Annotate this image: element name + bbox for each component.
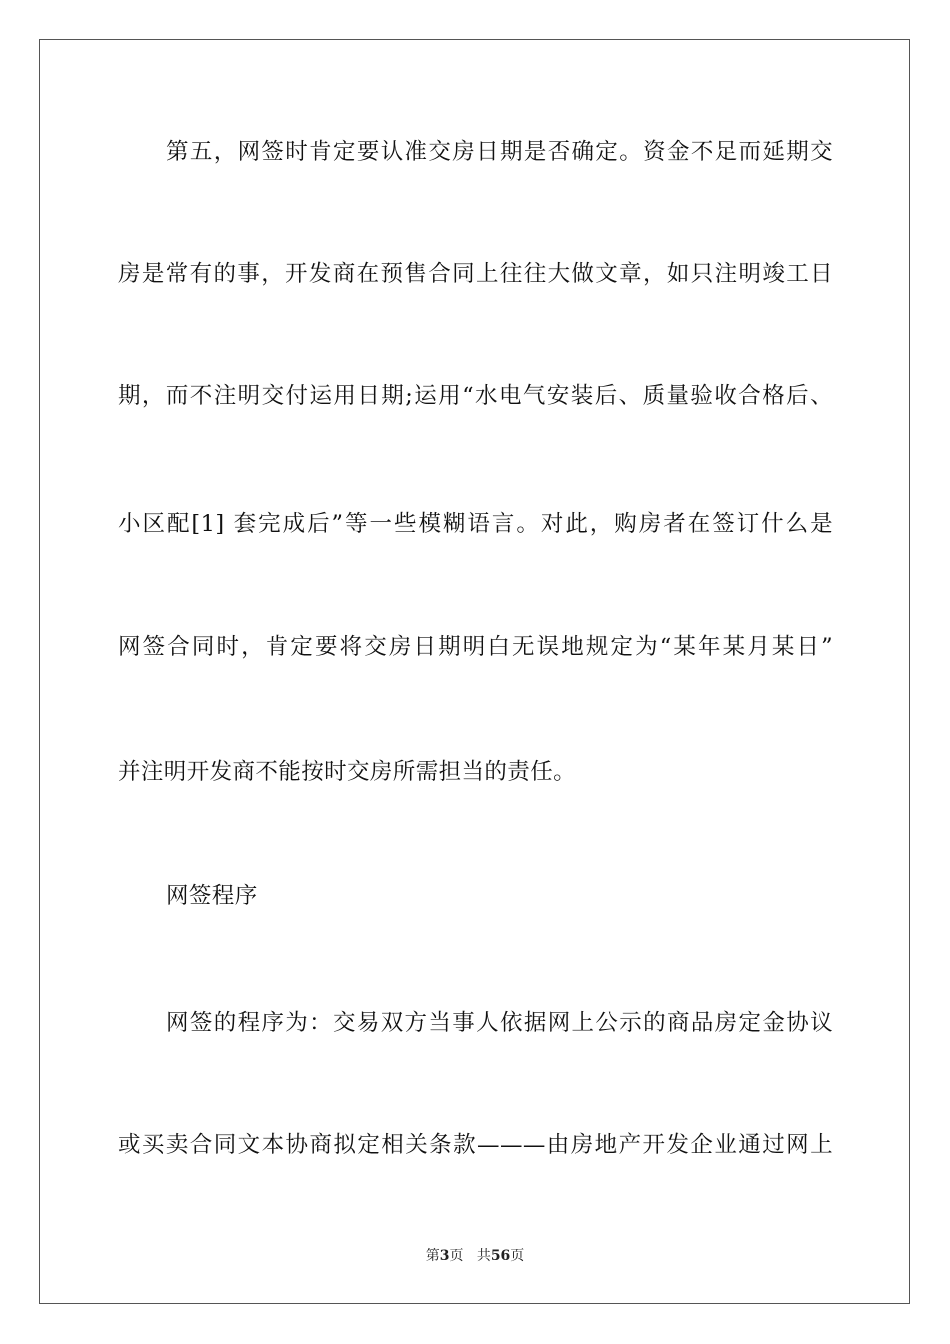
footer-total-prefix: 共 [476,1248,491,1264]
paragraph-line-5: 网签合同时，肯定要将交房日期明白无误地规定为“某年某月某日” [118,634,833,660]
paragraph-line-6: 并注明开发商不能按时交房所需担当的责任。 [118,759,577,785]
page-frame [39,39,910,1304]
section-heading: 网签程序 [166,883,258,909]
footer-page-number: 3 [439,1248,450,1264]
paragraph-line-4: 小区配[1] 套完成后”等一些模糊语言。对此，购房者在签订什么是 [118,511,833,537]
footer-page-suffix: 页 [449,1248,464,1264]
paragraph-line-3: 期，而不注明交付运用日期;运用“水电气安装后、质量验收合格后、 [118,383,833,409]
page-footer [0,1247,950,1265]
paragraph-line-8: 或买卖合同文本协商拟定相关条款———由房地产开发企业通过网上 [118,1132,833,1158]
footer-total-pages: 56 [490,1248,511,1264]
paragraph-line-2: 房是常有的事，开发商在预售合同上往往大做文章，如只注明竣工日 [118,261,833,287]
footer-total-suffix: 页 [510,1248,525,1264]
paragraph-line-7: 网签的程序为：交易双方当事人依据网上公示的商品房定金协议 [166,1010,833,1036]
paragraph-line-1: 第五，网签时肯定要认准交房日期是否确定。资金不足而延期交 [166,139,833,165]
footer-page-prefix: 第 [425,1248,440,1264]
